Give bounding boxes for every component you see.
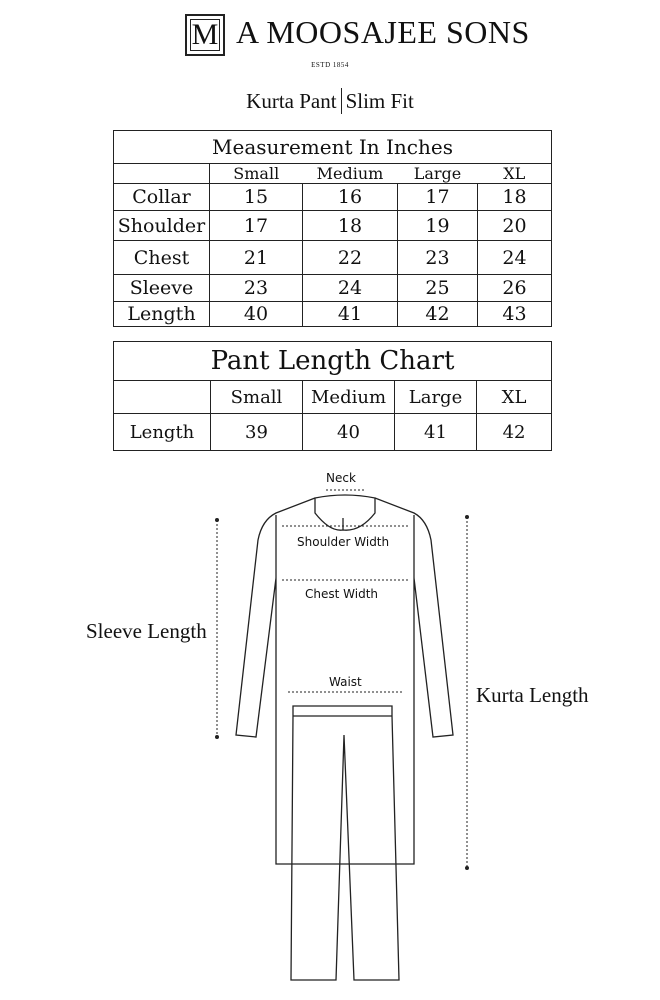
cell-value: 16 [303,184,398,211]
cell-value: 41 [303,302,398,327]
cell-value: 42 [477,414,552,451]
cell-value: 17 [210,211,303,241]
cell-value: 24 [303,275,398,302]
neck-label: Neck [326,471,356,485]
fit-name: Slim Fit [345,89,414,113]
size-header: XL [478,164,552,184]
sleeve-measure-end [215,518,219,522]
cell-value: 17 [398,184,478,211]
size-header: Medium [316,164,384,183]
size-header: XL [477,381,552,414]
row-label: Collar [114,184,210,211]
cell-value: 20 [478,211,552,241]
kurta-length-measure-end [465,866,469,870]
cell-value: 26 [478,275,552,302]
cell-value: 22 [303,241,398,275]
cell-value: 41 [395,414,477,451]
cell-value: 24 [478,241,552,275]
cell-value: 39 [211,414,303,451]
established-year: ESTD 1854 [311,61,349,69]
logo-letter: M [191,18,219,51]
product-name: Kurta Pant [246,89,337,113]
shoulder-width-label: Shoulder Width [297,535,390,549]
cell-value: 18 [478,184,552,211]
cell-value: 42 [398,302,478,327]
cell-value: 40 [210,302,303,327]
cell-value: 19 [398,211,478,241]
size-header: Small [211,381,303,414]
cell-value: 23 [210,275,303,302]
row-label: Chest [114,241,210,275]
brand-name: A MOOSAJEE SONS [236,14,530,50]
size-header: Large [413,164,462,183]
row-label: Sleeve [114,275,210,302]
chest-width-label: Chest Width [305,587,379,601]
row-label: Length [114,414,211,451]
pant-outline [291,706,399,980]
kurta-collar [315,495,375,530]
cell-value: 23 [398,241,478,275]
sleeve-measure-end [215,735,219,739]
cell-value: 25 [398,275,478,302]
sleeve-length-label: Sleeve Length [86,619,207,643]
row-label: Shoulder [114,211,210,241]
kurta-length-label: Kurta Length [476,683,589,707]
cell-value: 21 [210,241,303,275]
cell-value: 18 [303,211,398,241]
row-label: Length [114,302,210,327]
table-title: Pant Length Chart [114,342,552,381]
cell-value: 40 [303,414,395,451]
cell-value: 43 [478,302,552,327]
size-header: Large [395,381,477,414]
table-title: Measurement In Inches [114,131,552,164]
waist-label: Waist [329,675,362,689]
cell-value: 15 [210,184,303,211]
size-header: Medium [303,381,395,414]
size-header: Small [233,164,280,183]
kurta-length-measure-end [465,515,469,519]
